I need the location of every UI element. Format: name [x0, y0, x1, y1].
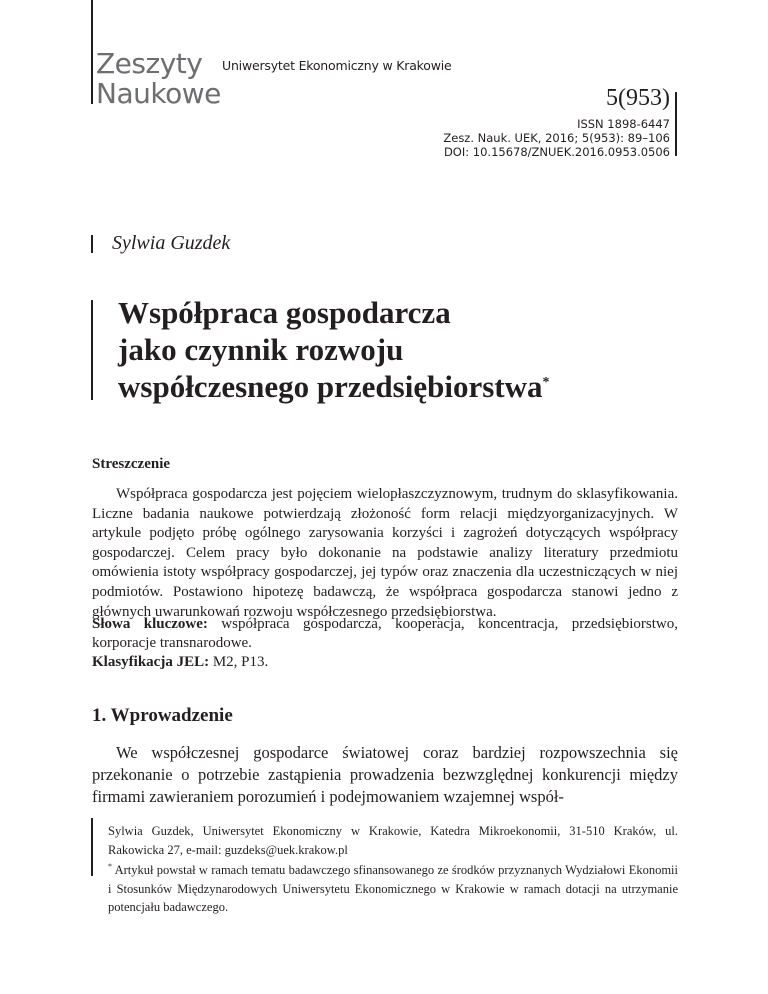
- abstract-heading: Streszczenie: [92, 456, 171, 472]
- jel-text: M2, P13.: [212, 654, 269, 670]
- section-heading: 1. Wprowadzenie: [92, 705, 233, 726]
- journal-name-line2: Naukowe: [96, 77, 221, 110]
- footnote-funding-text: Artykuł powstał w ramach tematu badawczego sfinansowanego ze środków przyznanych Wydziałowi Ekonomii i Stosunków Międzynarodowych Uniwersytetu Ekonomicznego w Krakowie w ramach dotacji na utrzymanie potencjału badawczego.: [108, 863, 678, 915]
- university-name: Uniwersytet Ekonomiczny w Krakowie: [222, 58, 452, 73]
- title-footnote-mark: *: [542, 375, 550, 390]
- citation: Zesz. Nauk. UEK, 2016; 5(953): 89–106: [443, 131, 670, 145]
- title-line-1: Współpraca gospodarcza: [118, 295, 451, 330]
- title-line-3-text: współczesnego przedsiębiorstwa: [118, 369, 543, 404]
- keywords: [92, 615, 678, 653]
- journal-name-line1: Zeszyty: [96, 47, 203, 80]
- doi: DOI: 10.15678/ZNUEK.2016.0953.0506: [443, 145, 670, 159]
- author-name: Sylwia Guzdek: [112, 232, 231, 254]
- keywords-text: współpraca gospodarcza, kooperacja, koncentracja, przedsiębiorstwo, korporacje transnarodowe.: [92, 616, 678, 651]
- article-title: [118, 294, 678, 405]
- footnote-author-info: Sylwia Guzdek, Uniwersytet Ekonomiczny w Krakowie, Katedra Mikroekonomii, 31-510 Kraków, ul. Rakowicka 27, e-mail: guzdeks@uek.krakow.pl: [108, 824, 678, 857]
- abstract-text: Współpraca gospodarcza jest pojęciem wielopłaszczyznowym, trudnym do sklasyfikowania. Liczne badania naukowe potwierdzają złożoność form relacji międzyorganizacyjnych. W artykule podjęto próbę ogólnego zarysowania korzyści i zagrożeń dotyczących współpracy gospodarczej. Celem pracy było dokonanie na podstawie analizy literatury przedmiotu omówienia istoty współpracy gospodarczej, jej typów oraz znaczenia dla uczestniczących w niej podmiotów. Postawiono hipotezę badawczą, że współpraca gospodarcza stanowi jedno z głównych uwarunkowań rozwoju współczesnego przedsiębiorstwa.: [92, 486, 678, 620]
- section-text: We współczesnej gospodarce światowej coraz bardziej rozpowszechnia się przekonanie o potrzebie zastąpienia prowadzenia bezwzględnej konkurencji między firmami zawieraniem porozumień i podejmowaniem wzajemnej współ-: [92, 743, 678, 806]
- footnote-funding: [108, 858, 678, 917]
- issue-right-rule: [675, 92, 677, 156]
- header-left-rule: [91, 0, 93, 104]
- jel-label: Klasyfikacja JEL:: [92, 654, 210, 670]
- issue-number: 5(953): [606, 85, 670, 111]
- jel-classification: [92, 653, 678, 672]
- title-line-3: [118, 368, 678, 405]
- author-rule: [91, 235, 93, 253]
- title-line-2: jako czynnik rozwoju: [118, 332, 404, 367]
- keywords-label: Słowa kluczowe:: [92, 616, 208, 632]
- title-rule: [91, 300, 93, 400]
- footnote-rule: [91, 818, 93, 876]
- footnote-star-mark: *: [108, 862, 112, 871]
- issn: ISSN 1898-6447: [577, 117, 670, 131]
